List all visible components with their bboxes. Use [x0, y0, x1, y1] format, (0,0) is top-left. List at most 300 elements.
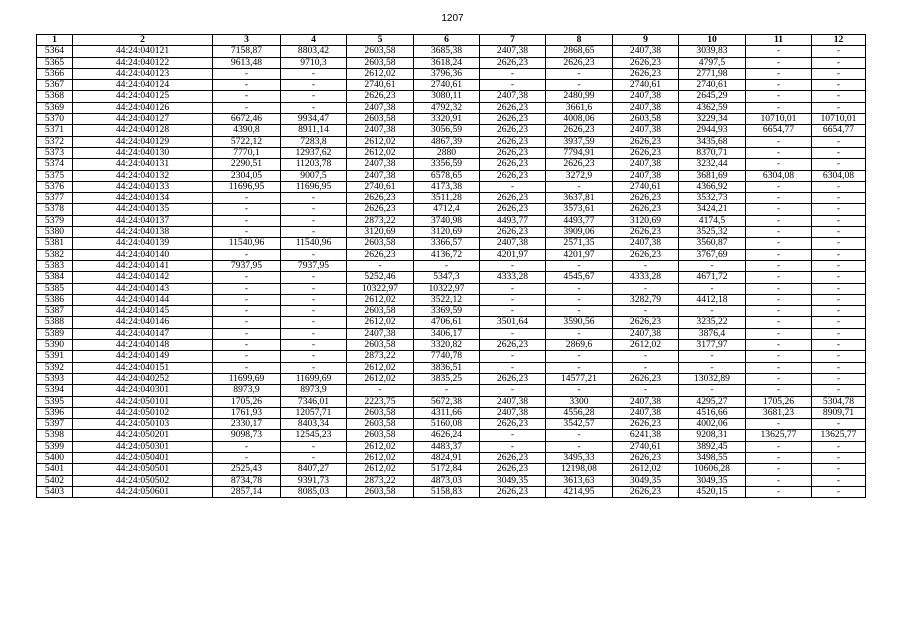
table-cell: -	[281, 272, 347, 283]
table-cell: 44:24:050301	[73, 441, 213, 452]
table-cell: 4136,72	[414, 249, 480, 260]
table-cell: -	[812, 215, 866, 226]
table-cell: -	[281, 193, 347, 204]
table-cell: 11696,95	[281, 181, 347, 192]
table-cell: -	[546, 441, 613, 452]
table-cell: 3424,21	[679, 204, 746, 215]
table-cell: 2626,23	[613, 227, 679, 238]
table-cell: 3740,98	[414, 215, 480, 226]
table-row	[37, 91, 866, 102]
table-cell: -	[213, 215, 281, 226]
table-cell: 2626,23	[480, 193, 546, 204]
table-cell: 44:24:040138	[73, 227, 213, 238]
table-cell: 5392	[37, 362, 73, 373]
table-row	[37, 260, 866, 271]
table-cell: -	[546, 430, 613, 441]
table-cell: 4792,32	[414, 102, 480, 113]
table-cell: 2525,43	[213, 464, 281, 475]
table-cell: 9098,73	[213, 430, 281, 441]
table-cell: -	[281, 441, 347, 452]
table-cell: 2626,23	[613, 486, 679, 497]
table-row	[37, 227, 866, 238]
table-cell: 44:24:040147	[73, 328, 213, 339]
table-cell: 5394	[37, 385, 73, 396]
table-cell: -	[812, 102, 866, 113]
table-cell: 44:24:050201	[73, 430, 213, 441]
table-cell: -	[812, 340, 866, 351]
table-cell: -	[281, 68, 347, 79]
table-cell: 5158,83	[414, 486, 480, 497]
table-cell: 3056,59	[414, 125, 480, 136]
table-cell: 9613,48	[213, 57, 281, 68]
table-row	[37, 464, 866, 475]
table-cell: 44:24:040122	[73, 57, 213, 68]
table-cell: -	[746, 385, 812, 396]
table-cell: 5367	[37, 80, 73, 91]
table-cell: 2626,23	[480, 102, 546, 113]
table-cell: 5722,12	[213, 136, 281, 147]
table-cell: 4201,97	[546, 249, 613, 260]
table-cell: 5388	[37, 317, 73, 328]
table-cell: -	[746, 283, 812, 294]
table-cell: -	[480, 260, 546, 271]
table-cell: -	[746, 102, 812, 113]
table-cell: 4867,39	[414, 136, 480, 147]
table-cell: 2626,23	[546, 125, 613, 136]
table-cell: -	[213, 91, 281, 102]
table-cell: -	[480, 385, 546, 396]
table-cell: 5379	[37, 215, 73, 226]
table-cell: -	[480, 181, 546, 192]
table-cell: -	[213, 68, 281, 79]
table-cell: 2612,02	[347, 317, 414, 328]
table-cell: -	[812, 373, 866, 384]
table-cell: -	[546, 294, 613, 305]
table-cell: 5400	[37, 452, 73, 463]
table-cell: -	[679, 283, 746, 294]
table-cell: -	[546, 328, 613, 339]
table-cell: -	[347, 385, 414, 396]
table-cell: 2330,17	[213, 419, 281, 430]
table-cell: -	[679, 260, 746, 271]
table-cell: 7770,1	[213, 147, 281, 158]
table-cell: 13032,89	[679, 373, 746, 384]
table-cell: 44:24:040140	[73, 249, 213, 260]
table-cell: 2603,58	[347, 238, 414, 249]
table-row	[37, 373, 866, 384]
table-cell: 44:24:040146	[73, 317, 213, 328]
table-cell: 8803,42	[281, 46, 347, 57]
table-cell: 3282,79	[613, 294, 679, 305]
table-row	[37, 340, 866, 351]
table-cell: -	[812, 294, 866, 305]
table-cell: 2626,23	[613, 147, 679, 158]
table-row	[37, 136, 866, 147]
table-cell: 3232,44	[679, 159, 746, 170]
table-cell: 11699,69	[281, 373, 347, 384]
table-cell: 9934,47	[281, 114, 347, 125]
table-cell: 44:24:040129	[73, 136, 213, 147]
column-header: 10	[679, 35, 746, 46]
column-header: 3	[213, 35, 281, 46]
table-row	[37, 362, 866, 373]
table-cell: 5385	[37, 283, 73, 294]
table-cell: -	[746, 328, 812, 339]
table-cell: 2626,23	[480, 486, 546, 497]
table-cell: 5398	[37, 430, 73, 441]
table-cell: -	[812, 46, 866, 57]
table-cell: 2771,98	[679, 68, 746, 79]
table-cell: -	[414, 385, 480, 396]
table-cell: 3876,4	[679, 328, 746, 339]
table-cell: 1761,93	[213, 407, 281, 418]
table-cell: -	[812, 464, 866, 475]
table-cell: -	[213, 362, 281, 373]
table-cell: -	[746, 46, 812, 57]
table-cell: 3498,55	[679, 452, 746, 463]
table-cell: 2740,61	[613, 181, 679, 192]
table-cell: 2645,29	[679, 91, 746, 102]
table-cell: 5402	[37, 475, 73, 486]
column-header: 9	[613, 35, 679, 46]
table-cell: 5383	[37, 260, 73, 271]
table-cell: -	[613, 283, 679, 294]
table-cell: -	[213, 227, 281, 238]
table-cell: 4483,37	[414, 441, 480, 452]
table-cell: 1705,26	[213, 396, 281, 407]
table-cell: 5380	[37, 227, 73, 238]
table-cell: 2603,58	[347, 114, 414, 125]
table-cell: -	[746, 351, 812, 362]
table-cell: -	[746, 419, 812, 430]
table-cell: 5372	[37, 136, 73, 147]
table-cell: 2740,61	[613, 80, 679, 91]
table-cell: -	[613, 306, 679, 317]
table-cell: 2612,02	[347, 136, 414, 147]
table-cell: -	[812, 475, 866, 486]
table-cell: -	[812, 260, 866, 271]
table-cell: 2407,38	[480, 407, 546, 418]
table-cell: -	[414, 260, 480, 271]
table-cell: 2407,38	[613, 159, 679, 170]
table-cell: 6241,38	[613, 430, 679, 441]
table-cell: -	[679, 385, 746, 396]
table-cell: 12545,23	[281, 430, 347, 441]
table-cell: 44:24:040142	[73, 272, 213, 283]
table-cell: 2571,35	[546, 238, 613, 249]
table-cell: 3300	[546, 396, 613, 407]
table-cell: 2603,58	[347, 486, 414, 497]
table-cell: 11696,95	[213, 181, 281, 192]
table-cell: 5373	[37, 147, 73, 158]
table-cell: 44:24:040124	[73, 80, 213, 91]
table-cell: 5395	[37, 396, 73, 407]
table-cell: 2407,38	[347, 170, 414, 181]
table-cell: -	[679, 362, 746, 373]
table-cell: -	[812, 238, 866, 249]
table-cell: -	[480, 294, 546, 305]
table-cell: -	[213, 249, 281, 260]
table-cell: -	[746, 486, 812, 497]
table-cell: 2603,58	[347, 430, 414, 441]
table-cell: 2407,38	[613, 102, 679, 113]
table-cell: 2626,23	[480, 170, 546, 181]
table-cell: 2626,23	[480, 204, 546, 215]
column-header: 2	[73, 35, 213, 46]
data-table	[36, 34, 866, 498]
table-cell: -	[746, 464, 812, 475]
table-cell: 44:24:040137	[73, 215, 213, 226]
table-cell: 4626,24	[414, 430, 480, 441]
table-cell: 11540,96	[213, 238, 281, 249]
table-row	[37, 396, 866, 407]
table-cell: 2626,23	[480, 57, 546, 68]
table-cell: 2740,61	[613, 441, 679, 452]
table-cell: 5374	[37, 159, 73, 170]
table-cell: 3835,25	[414, 373, 480, 384]
table-cell: 4201,97	[480, 249, 546, 260]
table-row	[37, 407, 866, 418]
table-cell: 5399	[37, 441, 73, 452]
table-cell: -	[613, 351, 679, 362]
table-cell: -	[812, 136, 866, 147]
table-row	[37, 249, 866, 260]
table-cell: 44:24:050102	[73, 407, 213, 418]
table-cell: 3272,9	[546, 170, 613, 181]
table-cell: 8403,34	[281, 419, 347, 430]
table-cell: 44:24:040139	[73, 238, 213, 249]
table-cell: -	[746, 294, 812, 305]
table-cell: 5369	[37, 102, 73, 113]
table-cell: 4174,5	[679, 215, 746, 226]
table-cell: 2223,75	[347, 396, 414, 407]
table-cell: -	[546, 181, 613, 192]
table-cell: 5347,3	[414, 272, 480, 283]
table-cell: 44:24:040148	[73, 340, 213, 351]
table-cell: 44:24:040133	[73, 181, 213, 192]
table-cell: 5304,78	[812, 396, 866, 407]
table-cell: 44:24:040151	[73, 362, 213, 373]
table-cell: 2626,23	[613, 57, 679, 68]
table-row	[37, 80, 866, 91]
table-cell: 2407,38	[480, 91, 546, 102]
table-cell: 10606,28	[679, 464, 746, 475]
table-row	[37, 419, 866, 430]
table-cell: -	[746, 68, 812, 79]
table-cell: 2407,38	[347, 125, 414, 136]
table-cell: 2612,02	[347, 441, 414, 452]
table-cell: 11540,96	[281, 238, 347, 249]
table-cell: 2626,23	[613, 419, 679, 430]
table-row	[37, 328, 866, 339]
table-cell: 4390,8	[213, 125, 281, 136]
table-cell: 2857,14	[213, 486, 281, 497]
table-cell: -	[812, 193, 866, 204]
table-cell: -	[546, 351, 613, 362]
table-cell: 4173,38	[414, 181, 480, 192]
table-cell: 11699,69	[213, 373, 281, 384]
table-cell: 2407,38	[613, 328, 679, 339]
table-cell: 7158,87	[213, 46, 281, 57]
table-cell: -	[613, 260, 679, 271]
table-row	[37, 272, 866, 283]
table-cell: 5172,84	[414, 464, 480, 475]
table-cell: 2603,58	[347, 306, 414, 317]
table-cell: 4412,18	[679, 294, 746, 305]
table-cell: 3542,57	[546, 419, 613, 430]
table-cell: 8973,9	[281, 385, 347, 396]
table-cell: 5368	[37, 91, 73, 102]
table-cell: -	[812, 306, 866, 317]
table-cell: 44:24:050601	[73, 486, 213, 497]
column-header: 5	[347, 35, 414, 46]
table-cell: 11203,78	[281, 159, 347, 170]
table-cell: -	[546, 306, 613, 317]
table-cell: -	[546, 385, 613, 396]
table-cell: 2407,38	[613, 170, 679, 181]
table-cell: 5387	[37, 306, 73, 317]
table-row	[37, 46, 866, 57]
table-cell: 44:24:040132	[73, 170, 213, 181]
table-row	[37, 238, 866, 249]
table-cell: -	[812, 204, 866, 215]
table-cell: -	[812, 272, 866, 283]
table-cell: 5382	[37, 249, 73, 260]
table-cell: 7794,91	[546, 147, 613, 158]
table-row	[37, 102, 866, 113]
table-cell: -	[613, 362, 679, 373]
table-cell: 44:24:040126	[73, 102, 213, 113]
table-cell: 44:24:040128	[73, 125, 213, 136]
table-cell: 3406,17	[414, 328, 480, 339]
table-cell: -	[746, 147, 812, 158]
table-cell: 2612,02	[347, 294, 414, 305]
table-cell: 8911,14	[281, 125, 347, 136]
table-cell: -	[746, 373, 812, 384]
table-cell: -	[812, 91, 866, 102]
table-cell: 3767,69	[679, 249, 746, 260]
table-cell: -	[812, 249, 866, 260]
table-cell: -	[281, 317, 347, 328]
table-cell: 4516,66	[679, 407, 746, 418]
table-cell: 3177,97	[679, 340, 746, 351]
table-cell: -	[281, 204, 347, 215]
table-cell: 2603,58	[347, 419, 414, 430]
table-cell: 44:24:050101	[73, 396, 213, 407]
table-cell: 4824,91	[414, 452, 480, 463]
table-cell: 2740,61	[679, 80, 746, 91]
table-cell: 2626,23	[613, 317, 679, 328]
table-cell: -	[480, 441, 546, 452]
table-cell: 5365	[37, 57, 73, 68]
table-cell: 2603,58	[347, 407, 414, 418]
table-cell: 5403	[37, 486, 73, 497]
table-row	[37, 441, 866, 452]
table-cell: 3435,68	[679, 136, 746, 147]
table-cell: 2626,23	[546, 159, 613, 170]
table-row	[37, 306, 866, 317]
table-cell: 5376	[37, 181, 73, 192]
table-cell: -	[281, 80, 347, 91]
table-cell: 2626,23	[480, 452, 546, 463]
table-cell: 4333,28	[480, 272, 546, 283]
table-cell: -	[281, 294, 347, 305]
table-cell: 5672,38	[414, 396, 480, 407]
table-cell: -	[213, 272, 281, 283]
table-cell: 2612,02	[613, 340, 679, 351]
table-cell: -	[281, 215, 347, 226]
table-cell: -	[746, 80, 812, 91]
table-cell: 5401	[37, 464, 73, 475]
table-cell: 3356,59	[414, 159, 480, 170]
table-row	[37, 385, 866, 396]
table-row	[37, 114, 866, 125]
table-cell: 3522,12	[414, 294, 480, 305]
table-cell: 3590,56	[546, 317, 613, 328]
table-cell: -	[213, 340, 281, 351]
table-cell: 9007,5	[281, 170, 347, 181]
table-cell: -	[812, 328, 866, 339]
table-cell: 7740,78	[414, 351, 480, 362]
table-cell: 2407,38	[480, 46, 546, 57]
table-cell: -	[812, 181, 866, 192]
table-cell: 3120,69	[347, 227, 414, 238]
table-cell: -	[213, 294, 281, 305]
table-cell: -	[480, 362, 546, 373]
table-cell: 2873,22	[347, 215, 414, 226]
table-row	[37, 181, 866, 192]
table-row	[37, 452, 866, 463]
table-cell: 10710,01	[746, 114, 812, 125]
table-cell: 4295,27	[679, 396, 746, 407]
table-cell: -	[746, 204, 812, 215]
table-cell: -	[480, 328, 546, 339]
table-cell: 8085,03	[281, 486, 347, 497]
column-header: 11	[746, 35, 812, 46]
table-cell: 44:24:040301	[73, 385, 213, 396]
table-cell: 2612,02	[347, 362, 414, 373]
table-cell: 4333,28	[613, 272, 679, 283]
table-cell: 2626,23	[480, 114, 546, 125]
table-cell: -	[746, 475, 812, 486]
table-cell: 8909,71	[812, 407, 866, 418]
table-cell: 6304,08	[812, 170, 866, 181]
table-cell: 2626,23	[613, 68, 679, 79]
table-cell: -	[812, 68, 866, 79]
table-cell: -	[213, 328, 281, 339]
table-cell: -	[480, 306, 546, 317]
table-cell: 4873,03	[414, 475, 480, 486]
table-cell: 9710,3	[281, 57, 347, 68]
table-row	[37, 283, 866, 294]
table-cell: 2612,02	[347, 464, 414, 475]
table-cell: 2407,38	[347, 102, 414, 113]
table-cell: 7937,95	[213, 260, 281, 271]
table-cell: 3661,6	[546, 102, 613, 113]
table-cell: 4545,67	[546, 272, 613, 283]
table-row	[37, 430, 866, 441]
table-cell: 2944,93	[679, 125, 746, 136]
table-cell: -	[746, 181, 812, 192]
table-cell: -	[281, 249, 347, 260]
table-cell: 2740,61	[414, 80, 480, 91]
table-cell: 2873,22	[347, 351, 414, 362]
table-cell: 2869,6	[546, 340, 613, 351]
table-row	[37, 193, 866, 204]
table-cell: 3501,64	[480, 317, 546, 328]
table-cell: 3613,63	[546, 475, 613, 486]
table-cell: -	[746, 441, 812, 452]
